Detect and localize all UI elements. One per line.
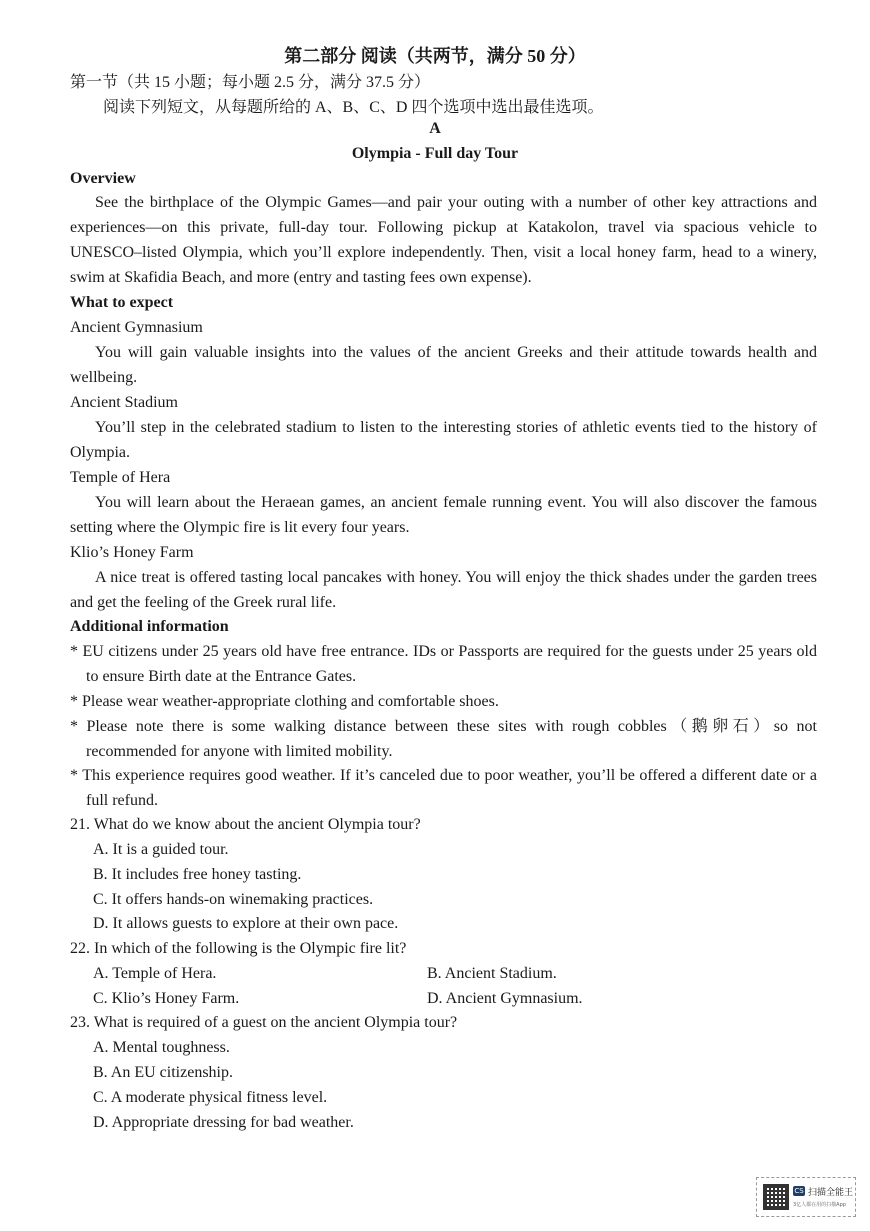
site-description: You will learn about the Heraean games, an ancient female running event. You will also discover the famous setting where the Olympic fire is lit every four years. — [70, 494, 817, 536]
site-description: A nice treat is offered tasting local pancakes with honey. You will enjoy the thick shades under the garden trees and get the feeling of the Greek rural life. — [70, 569, 817, 611]
question-option: C. It offers hands-on winemaking practices. — [93, 891, 374, 908]
expect-heading: What to expect — [70, 294, 174, 311]
overview-paragraph: See the birthplace of the Olympic Games—and pair your outing with a number of other key attractions and experiences—on this private, full-day tour. Following pickup at Katakolon, travel via spacious vehicle to UNESCO–listed Olympia, which you’ll explore independently. Then, visit a local honey farm, head to a winery, swim at Skafidia Beach, and more (entry and tasting fees own expense). — [70, 194, 817, 286]
site-name: Ancient Stadium — [70, 394, 178, 411]
note-item: * EU citizens under 25 years old have free entrance. IDs or Passports are required for the guests under 25 years old to ensure Birth date at the Entrance Gates. — [70, 643, 817, 685]
passage-title: Olympia - Full day Tour — [351, 145, 519, 162]
passage-letter: A — [429, 120, 441, 137]
question-option: A. Mental toughness. — [93, 1039, 230, 1056]
scanner-watermark — [756, 1177, 856, 1217]
question-option: B. Ancient Stadium. — [427, 965, 557, 982]
watermark-slogan: 3亿人都在用的扫描App — [793, 1202, 846, 1208]
qr-code-icon — [763, 1184, 789, 1210]
question-option: D. Ancient Gymnasium. — [427, 990, 583, 1007]
question-option: A. Temple of Hera. — [93, 965, 217, 982]
instruction-text: 阅读下列短文，从每题所给的 A、B、C、D 四个选项中选出最佳选项。 — [103, 99, 604, 116]
question-option: B. An EU citizenship. — [93, 1064, 233, 1081]
site-name: Ancient Gymnasium — [70, 319, 203, 336]
question-option: D. It allows guests to explore at their own pace. — [93, 915, 399, 932]
question-stem: 21. What do we know about the ancient Olympia tour? — [70, 816, 421, 833]
question-option: D. Appropriate dressing for bad weather. — [93, 1114, 354, 1131]
watermark-brand: 扫描全能王 — [808, 1188, 854, 1198]
overview-heading: Overview — [70, 170, 136, 187]
part-title: 第二部分 阅读（共两节，满分 50 分） — [284, 46, 586, 66]
note-item: * Please note there is some walking distance between these sites with rough cobbles（鹅卵石）so not recommended for anyone with limited mobility. — [70, 718, 817, 760]
question-option: A. It is a guided tour. — [93, 841, 229, 858]
camscanner-logo-icon: CS — [794, 1187, 804, 1195]
site-name: Temple of Hera — [70, 469, 171, 486]
question-stem: 23. What is required of a guest on the ancient Olympia tour? — [70, 1014, 458, 1031]
question-option: B. It includes free honey tasting. — [93, 866, 302, 883]
question-option: C. Klio’s Honey Farm. — [93, 990, 240, 1007]
additional-heading: Additional information — [70, 618, 229, 635]
site-description: You will gain valuable insights into the values of the ancient Greeks and their attitude towards health and wellbeing. — [70, 344, 817, 386]
question-stem: 22. In which of the following is the Olympic fire lit? — [70, 940, 407, 957]
note-item: * This experience requires good weather. If it’s canceled due to poor weather, you’ll be offered a different date or a full refund. — [70, 767, 817, 809]
section-heading: 第一节（共 15 小题；每小题 2.5 分，满分 37.5 分） — [70, 74, 431, 91]
question-option: C. A moderate physical fitness level. — [93, 1089, 328, 1106]
site-name: Klio’s Honey Farm — [70, 544, 194, 561]
note-item: * Please wear weather-appropriate clothing and comfortable shoes. — [70, 693, 499, 710]
site-description: You’ll step in the celebrated stadium to listen to the interesting stories of athletic events tied to the history of Olympia. — [70, 419, 817, 461]
